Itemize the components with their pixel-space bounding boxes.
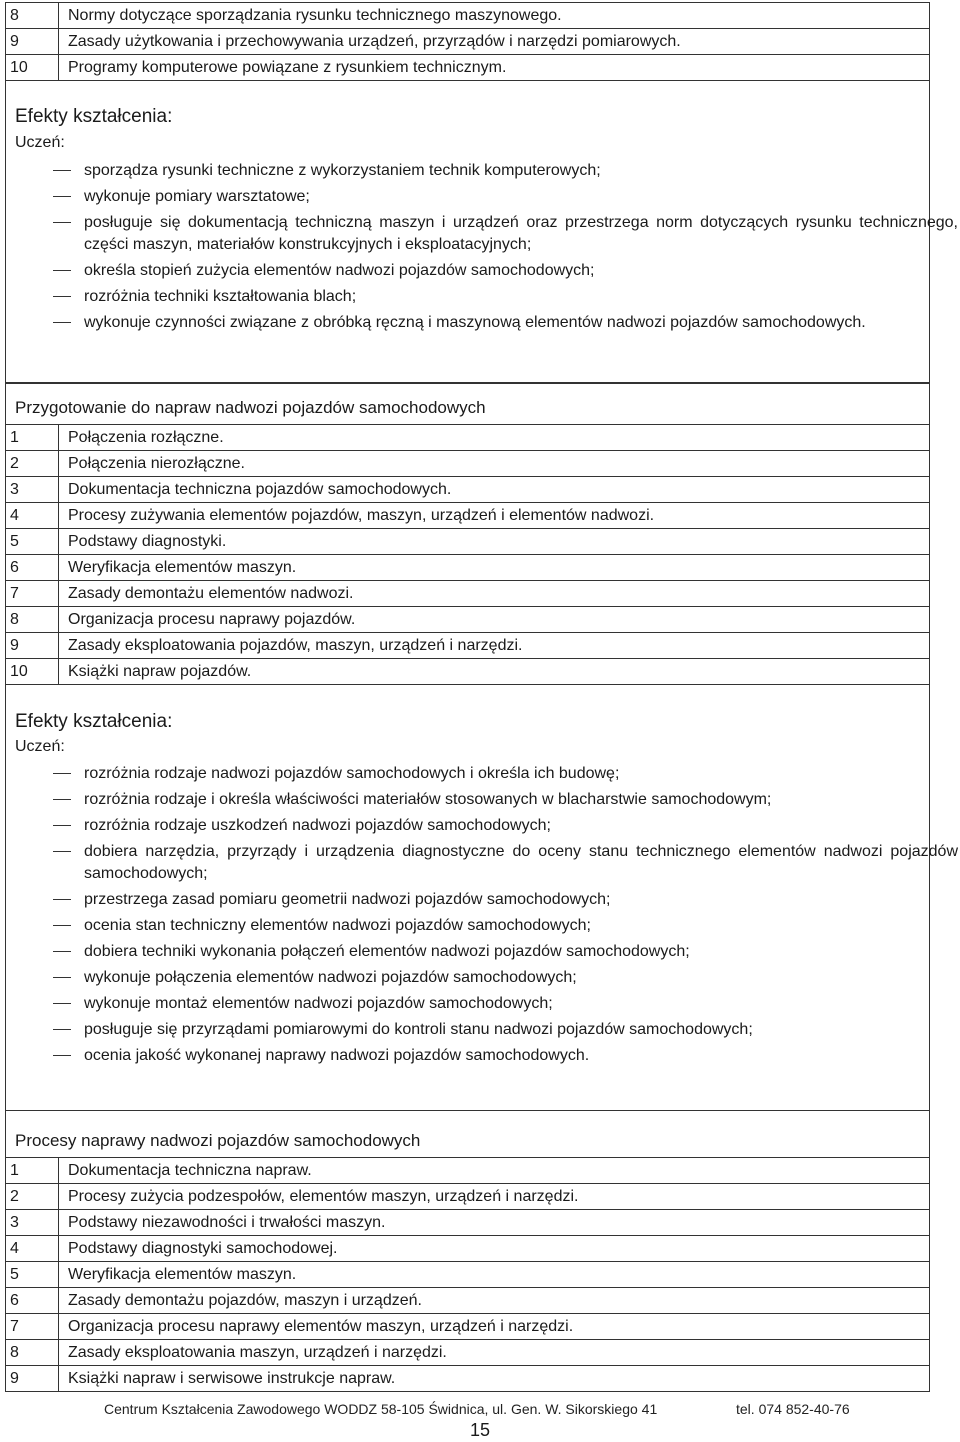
dash-bullet-icon [53,773,71,774]
row-number: 2 [6,451,59,477]
row-number: 9 [6,633,59,659]
row-number: 3 [6,477,59,503]
list-item-text: wykonuje połączenia elementów nadwozi pojazdów samochodowych; [84,969,577,986]
row-topic: Podstawy niezawodności i trwałości maszyn. [59,1210,930,1236]
section-title-2: Przygotowanie do napraw nadwozi pojazdów samochodowych [15,398,486,417]
table-row [6,659,930,685]
row-number: 6 [6,555,59,581]
effects-list-2 [0,761,960,1069]
row-number: 4 [6,1236,59,1262]
row-number: 10 [6,659,59,685]
dash-bullet-icon [53,296,71,297]
row-topic: Książki napraw i serwisowe instrukcje napraw. [59,1366,930,1392]
table-row [6,581,930,607]
list-item-text: rozróżnia techniki kształtowania blach; [84,288,357,305]
row-number: 5 [6,529,59,555]
list-item-text: wykonuje montaż elementów nadwozi pojazdów samochodowych; [84,995,553,1012]
list-item [0,258,960,284]
list-item [0,210,960,258]
table-row [6,1340,930,1366]
row-topic: Weryfikacja elementów maszyn. [59,1262,930,1288]
dash-bullet-icon [53,925,71,926]
row-topic: Normy dotyczące sporządzania rysunku technicznego maszynowego. [59,3,930,29]
list-item-text: wykonuje czynności związane z obróbką ręczną i maszynową elementów nadwozi pojazdów samochodowych. [84,314,866,331]
footer-institution: Centrum Kształcenia Zawodowego WODDZ 58-105 Świdnica, ul. Gen. W. Sikorskiego 41 [104,1401,658,1417]
list-item [0,761,960,787]
table-row [6,55,930,81]
list-item [0,184,960,210]
table-row [6,607,930,633]
row-number: 4 [6,503,59,529]
row-number: 5 [6,1262,59,1288]
dash-bullet-icon [53,825,71,826]
table-row [6,29,930,55]
dash-bullet-icon [53,899,71,900]
row-number: 1 [6,1158,59,1184]
row-number: 8 [6,3,59,29]
list-item-text: dobiera techniki wykonania połączeń elementów nadwozi pojazdów samochodowych; [84,943,690,960]
dash-bullet-icon [53,322,71,323]
learner-label-2: Uczeń: [15,738,65,755]
row-number: 8 [6,1340,59,1366]
dash-bullet-icon [53,1055,71,1056]
section-title-3: Procesy naprawy nadwozi pojazdów samochodowych [15,1131,421,1150]
row-number: 7 [6,1314,59,1340]
effects-list-1 [0,158,960,336]
table-row [6,1210,930,1236]
dash-bullet-icon [53,977,71,978]
row-topic: Zasady demontażu pojazdów, maszyn i urządzeń. [59,1288,930,1314]
list-item [0,1017,960,1043]
topics-table-2 [5,424,930,685]
row-topic: Książki napraw pojazdów. [59,659,930,685]
row-number: 10 [6,55,59,81]
row-number: 8 [6,607,59,633]
effects-heading-1: Efekty kształcenia: [15,106,173,127]
list-item [0,787,960,813]
list-item [0,887,960,913]
table-row [6,529,930,555]
row-topic: Programy komputerowe powiązane z rysunkiem technicznym. [59,55,930,81]
list-item-text: wykonuje pomiary warsztatowe; [84,188,310,205]
list-item [0,991,960,1017]
dash-bullet-icon [53,170,71,171]
list-item-text: rozróżnia rodzaje uszkodzeń nadwozi pojazdów samochodowych; [84,817,551,834]
row-topic: Organizacja procesu naprawy elementów maszyn, urządzeń i narzędzi. [59,1314,930,1340]
list-item [0,839,960,887]
row-topic: Dokumentacja techniczna napraw. [59,1158,930,1184]
table-row [6,503,930,529]
row-topic: Zasady eksploatowania maszyn, urządzeń i narzędzi. [59,1340,930,1366]
list-item [0,284,960,310]
row-number: 7 [6,581,59,607]
list-item [0,913,960,939]
topics-table-continued [5,2,930,81]
row-topic: Połączenia nierozłączne. [59,451,930,477]
list-item [0,310,960,336]
row-topic: Procesy zużycia podzespołów, elementów maszyn, urządzeń i narzędzi. [59,1184,930,1210]
list-item [0,1043,960,1069]
list-item-text: ocenia jakość wykonanej naprawy nadwozi pojazdów samochodowych. [84,1047,590,1064]
row-topic: Zasady eksploatowania pojazdów, maszyn, urządzeń i narzędzi. [59,633,930,659]
dash-bullet-icon [53,1029,71,1030]
topics-table-3 [5,1157,930,1392]
table-row [6,1236,930,1262]
list-item-text: sporządza rysunki techniczne z wykorzystaniem technik komputerowych; [84,162,601,179]
list-item [0,965,960,991]
row-number: 3 [6,1210,59,1236]
list-item-text: określa stopień zużycia elementów nadwozi pojazdów samochodowych; [84,262,595,279]
dash-bullet-icon [53,799,71,800]
list-item-text: przestrzega zasad pomiaru geometrii nadwozi pojazdów samochodowych; [84,891,611,908]
table-row [6,477,930,503]
row-number: 9 [6,29,59,55]
list-item [0,158,960,184]
row-topic: Weryfikacja elementów maszyn. [59,555,930,581]
list-item-text: rozróżnia rodzaje i określa właściwości materiałów stosowanych w blacharstwie samochodowym; [84,791,772,808]
dash-bullet-icon [53,222,71,223]
dash-bullet-icon [53,951,71,952]
row-number: 6 [6,1288,59,1314]
dash-bullet-icon [53,270,71,271]
row-topic: Podstawy diagnostyki. [59,529,930,555]
dash-bullet-icon [53,1003,71,1004]
row-topic: Dokumentacja techniczna pojazdów samochodowych. [59,477,930,503]
list-item [0,939,960,965]
footer-phone: tel. 074 852-40-76 [736,1401,850,1417]
table-row [6,1288,930,1314]
list-item [0,813,960,839]
dash-bullet-icon [53,196,71,197]
list-item-text: posługuje się przyrządami pomiarowymi do kontroli stanu nadwozi pojazdów samochodowych; [84,1021,753,1038]
row-number: 9 [6,1366,59,1392]
table-row [6,1262,930,1288]
row-topic: Organizacja procesu naprawy pojazdów. [59,607,930,633]
list-item-text: posługuje się dokumentacją techniczną maszyn i urządzeń oraz przestrzega norm dotyczących rysunku technicznego, części maszyn, materiałów konstrukcyjnych i eksploatacyjnych; [84,214,958,253]
list-item-text: dobiera narzędzia, przyrządy i urządzenia diagnostyczne do oceny stanu technicznego elementów nadwozi pojazdów samochodowych; [84,843,958,882]
table-row [6,1366,930,1392]
effects-heading-2: Efekty kształcenia: [15,711,173,732]
row-number: 2 [6,1184,59,1210]
row-topic: Zasady demontażu elementów nadwozi. [59,581,930,607]
table-row [6,1158,930,1184]
table-row [6,1184,930,1210]
table-row [6,451,930,477]
row-topic: Zasady użytkowania i przechowywania urządzeń, przyrządów i narzędzi pomiarowych. [59,29,930,55]
dash-bullet-icon [53,851,71,852]
list-item-text: rozróżnia rodzaje nadwozi pojazdów samochodowych i określa ich budowę; [84,765,620,782]
row-topic: Procesy zużywania elementów pojazdów, maszyn, urządzeń i elementów nadwozi. [59,503,930,529]
row-topic: Połączenia rozłączne. [59,425,930,451]
learner-label-1: Uczeń: [15,134,65,151]
row-topic: Podstawy diagnostyki samochodowej. [59,1236,930,1262]
page-number: 15 [469,1420,491,1440]
table-row [6,425,930,451]
table-row [6,3,930,29]
list-item-text: ocenia stan techniczny elementów nadwozi pojazdów samochodowych; [84,917,591,934]
table-row [6,633,930,659]
row-number: 1 [6,425,59,451]
table-row [6,555,930,581]
table-row [6,1314,930,1340]
